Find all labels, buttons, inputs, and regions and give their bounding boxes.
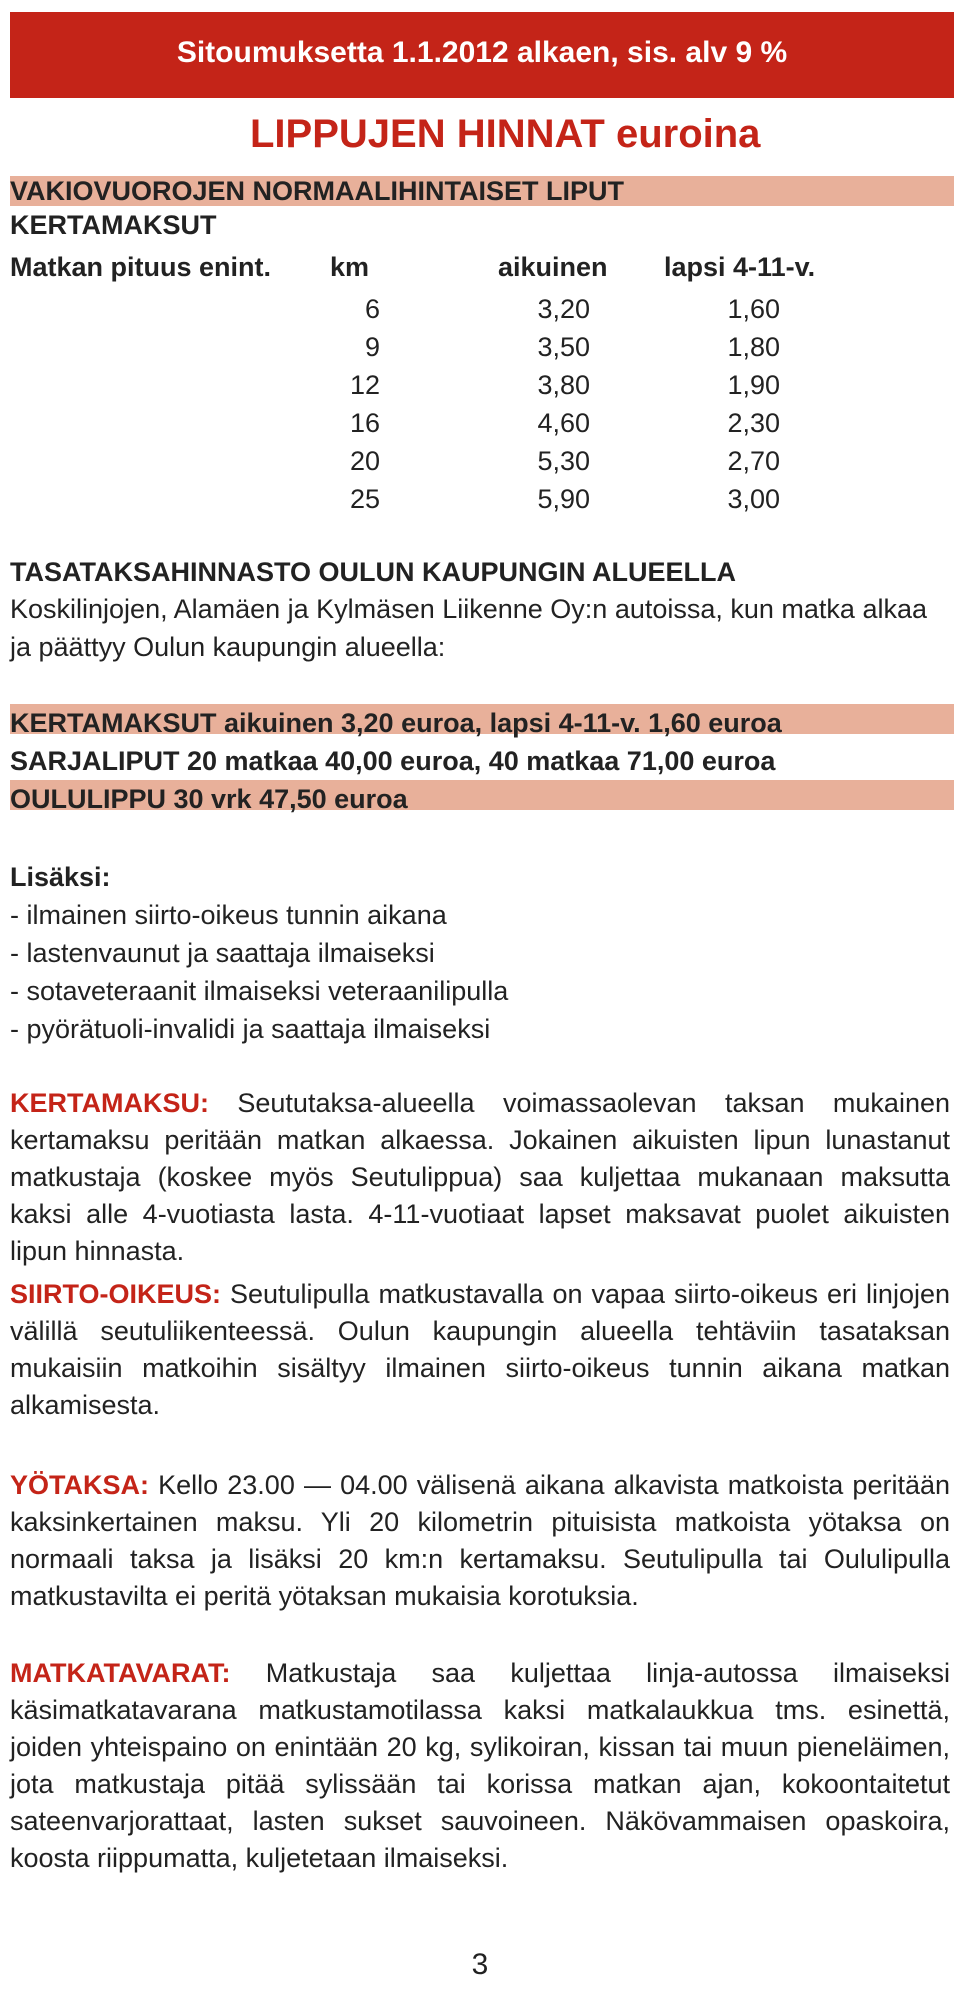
row-adult: 3,50 bbox=[537, 332, 590, 362]
section1-subheading: KERTAMAKSUT bbox=[10, 210, 217, 240]
paragraph-matkatavarat bbox=[10, 1655, 950, 1877]
fare-series: SARJALIPUT 20 matkaa 40,00 euroa, 40 matkaa 71,00 euroa bbox=[10, 746, 776, 776]
section2-text-line1: Koskilinjojen, Alamäen ja Kylmäsen Liikenne Oy:n autoissa, kun matka alkaa bbox=[10, 594, 927, 624]
row-adult: 4,60 bbox=[537, 408, 590, 438]
page-title: LIPPUJEN HINNAT euroina bbox=[250, 112, 761, 156]
row-km: 9 bbox=[364, 332, 380, 362]
table-header-km: km bbox=[330, 252, 370, 282]
paragraph-text: Matkustaja saa kuljettaa linja-autossa ilmaiseksi käsimatkatavarana matkustamotilassa kaksi matkalaukkua tms. esinettä, joiden yhteispaino on enintään 20 kg, sylikoiran, kissan tai muun pieneläimen, jota matkustaja pitää sylissään tai korissa matkan ajan, kokoontaitetut sateenvarjorattaat, lasten sukset sauvoineen. Näkövammaisen opaskoira, koosta riippumatta, kuljetetaan ilmaiseksi. bbox=[10, 1658, 950, 1873]
paragraph-keyword: YÖTAKSA: bbox=[10, 1470, 149, 1500]
list-item: - ilmainen siirto-oikeus tunnin aikana bbox=[10, 900, 447, 930]
paragraph-yotaksa bbox=[10, 1467, 950, 1615]
list-item: - lastenvaunut ja saattaja ilmaiseksi bbox=[10, 938, 435, 968]
page-number: 3 bbox=[471, 1948, 489, 1981]
row-child: 1,60 bbox=[727, 294, 780, 324]
row-adult: 5,90 bbox=[537, 484, 590, 514]
banner-text: Sitoumuksetta 1.1.2012 alkaen, sis. alv 9 % bbox=[176, 36, 788, 69]
fare-oululippu: OULULIPPU 30 vrk 47,50 euroa bbox=[10, 784, 408, 814]
section2-heading: TASATAKSAHINNASTO OULUN KAUPUNGIN ALUEELLA bbox=[10, 557, 736, 587]
list-item: - pyörätuoli-invalidi ja saattaja ilmaiseksi bbox=[10, 1014, 491, 1044]
paragraph-text: Seutulipulla matkustavalla on vapaa siirto-oikeus eri linjojen välillä seutuliikenteessä. Oulun kaupungin alueella tehtäviin tasataksan mukaisiin matkoihin sisältyy ilmainen siirto-oikeus tunnin aikana matkan alkamisesta. bbox=[10, 1279, 950, 1420]
row-child: 2,70 bbox=[727, 446, 780, 476]
header-banner bbox=[10, 12, 954, 98]
fare-single: KERTAMAKSUT aikuinen 3,20 euroa, lapsi 4-11-v. 1,60 euroa bbox=[10, 708, 782, 738]
paragraph-siirto-oikeus bbox=[10, 1276, 950, 1424]
extras-heading: Lisäksi: bbox=[10, 862, 111, 892]
row-km: 25 bbox=[349, 484, 380, 514]
row-child: 1,80 bbox=[727, 332, 780, 362]
row-km: 12 bbox=[349, 370, 380, 400]
row-child: 1,90 bbox=[727, 370, 780, 400]
row-km: 6 bbox=[364, 294, 380, 324]
paragraph-keyword: SIIRTO-OIKEUS: bbox=[10, 1279, 222, 1309]
paragraph-text: Kello 23.00 — 04.00 välisenä aikana alkavista matkoista peritään kaksinkertainen maksu. Yli 20 kilometrin pituisista matkoista yötaksa on normaali taksa ja lisäksi 20 km:n kertamaksu. Seutulipulla tai Oululipulla matkustavilta ei peritä yötaksan mukaisia korotuksia. bbox=[10, 1470, 950, 1611]
table-header-child: lapsi 4-11-v. bbox=[664, 252, 816, 282]
row-km: 20 bbox=[349, 446, 380, 476]
row-adult: 5,30 bbox=[537, 446, 590, 476]
row-adult: 3,80 bbox=[537, 370, 590, 400]
section1-heading: VAKIOVUOROJEN NORMAALIHINTAISET LIPUT bbox=[10, 176, 625, 206]
list-item: - sotaveteraanit ilmaiseksi veteraanilipulla bbox=[10, 976, 509, 1006]
paragraph-text: Seututaksa-alueella voimassaolevan taksan mukainen kertamaksu peritään matkan alkaessa. Jokainen aikuisten lipun lunastanut matkustaja (koskee myös Seutulippua) saa kuljettaa mukanaan maksutta kaksi alle 4-vuotiasta lasta. 4-11-vuotiaat lapset maksavat puolet aikuisten lipun hinnasta. bbox=[10, 1088, 950, 1266]
section2-text-line2: ja päättyy Oulun kaupungin alueella: bbox=[10, 632, 446, 662]
row-child: 2,30 bbox=[727, 408, 780, 438]
row-km: 16 bbox=[349, 408, 380, 438]
table-header-adult: aikuinen bbox=[498, 252, 608, 282]
table-header-distance: Matkan pituus enint. bbox=[10, 252, 272, 282]
paragraph-keyword: KERTAMAKSU: bbox=[10, 1088, 209, 1118]
row-adult: 3,20 bbox=[537, 294, 590, 324]
row-child: 3,00 bbox=[727, 484, 780, 514]
paragraph-kertamaksu bbox=[10, 1085, 950, 1270]
paragraph-keyword: MATKATAVARAT: bbox=[10, 1658, 231, 1688]
